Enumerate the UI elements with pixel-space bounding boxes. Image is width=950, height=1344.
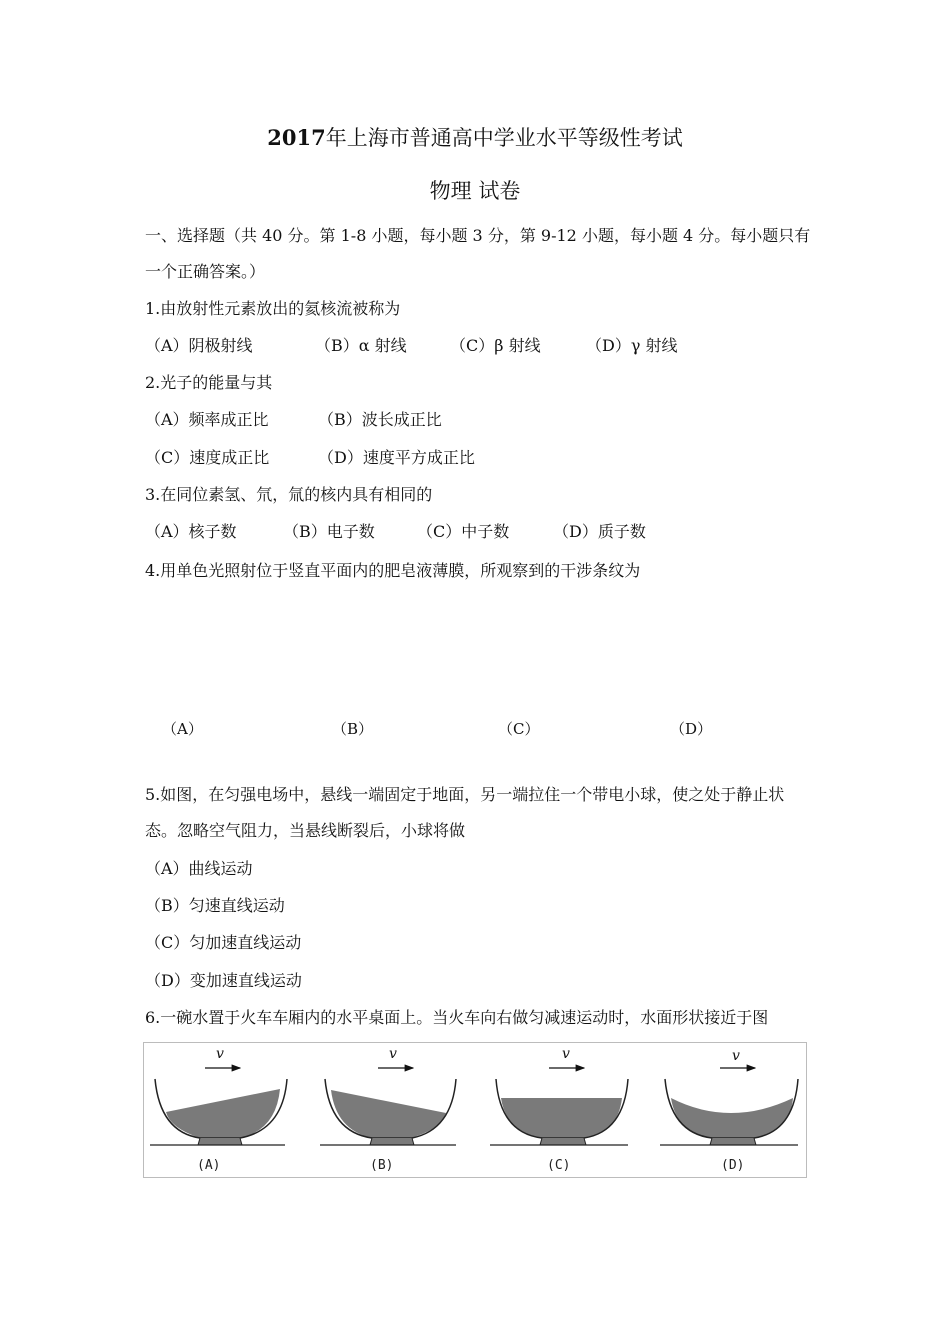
figure-label-a: (A) bbox=[197, 1158, 221, 1173]
q3-option-a: （A）核子数 bbox=[145, 522, 237, 541]
bowl-figure bbox=[143, 1042, 807, 1178]
q4-option-a: （A） bbox=[162, 720, 203, 738]
q3-option-d: （D）质子数 bbox=[553, 522, 646, 541]
question-2-stem: 2.光子的能量与其 bbox=[145, 373, 273, 392]
velocity-label-c: v bbox=[562, 1046, 570, 1062]
question-4-stem: 4.用单色光照射位于竖直平面内的肥皂液薄膜，所观察到的干涉条纹为 bbox=[145, 561, 641, 580]
page-subtitle: 物理 试卷 bbox=[429, 179, 521, 203]
q2-option-b: （B）波长成正比 bbox=[318, 410, 442, 429]
title-year: 2017 bbox=[267, 125, 326, 150]
q1-option-d: （D）γ 射线 bbox=[586, 336, 678, 355]
figure-label-c: (C) bbox=[547, 1158, 571, 1173]
velocity-label-a: v bbox=[216, 1046, 224, 1062]
q5-option-c: （C）匀加速直线运动 bbox=[145, 933, 302, 952]
q1-option-b: （B）α 射线 bbox=[315, 336, 407, 355]
q1-option-c: （C）β 射线 bbox=[450, 336, 541, 355]
question-1-stem: 1.由放射性元素放出的氦核流被称为 bbox=[145, 299, 401, 318]
q2-option-d: （D）速度平方成正比 bbox=[318, 448, 475, 467]
section-intro-line1: 一、选择题（共 40 分。第 1-8 小题，每小题 3 分，第 9-12 小题，每小题 4 分。每小题只有 bbox=[145, 226, 811, 245]
q4-option-c: （C） bbox=[498, 720, 540, 738]
question-6-stem: 6.一碗水置于火车车厢内的水平桌面上。当火车向右做匀减速运动时，水面形状接近于图 bbox=[145, 1008, 769, 1027]
q5-option-d: （D）变加速直线运动 bbox=[145, 971, 302, 990]
q2-option-c: （C）速度成正比 bbox=[145, 448, 270, 467]
question-5-stem-line1: 5.如图，在匀强电场中，悬线一端固定于地面，另一端拉住一个带电小球，使之处于静止状 bbox=[145, 785, 785, 804]
q5-option-b: （B）匀速直线运动 bbox=[145, 896, 285, 915]
q1-option-a: （A）阴极射线 bbox=[145, 336, 253, 355]
title-text: 年上海市普通高中学业水平等级性考试 bbox=[325, 126, 683, 150]
velocity-label-d: v bbox=[732, 1048, 740, 1064]
velocity-label-b: v bbox=[389, 1046, 397, 1062]
figure-label-d: (D) bbox=[721, 1158, 745, 1173]
figure-label-b: (B) bbox=[370, 1158, 394, 1173]
question-3-stem: 3.在同位素氢、氘，氚的核内具有相同的 bbox=[145, 485, 433, 504]
q2-option-a: （A）频率成正比 bbox=[145, 410, 269, 429]
q5-option-a: （A）曲线运动 bbox=[145, 859, 253, 878]
question-5-stem-line2: 态。忽略空气阻力，当悬线断裂后，小球将做 bbox=[145, 821, 466, 840]
q3-option-b: （B）电子数 bbox=[283, 522, 375, 541]
q3-option-c: （C）中子数 bbox=[417, 522, 510, 541]
page-title bbox=[0, 122, 950, 152]
q4-option-b: （B） bbox=[332, 720, 374, 738]
q4-option-d: （D） bbox=[670, 720, 713, 738]
section-intro-line2: 一个正确答案。） bbox=[145, 262, 266, 281]
